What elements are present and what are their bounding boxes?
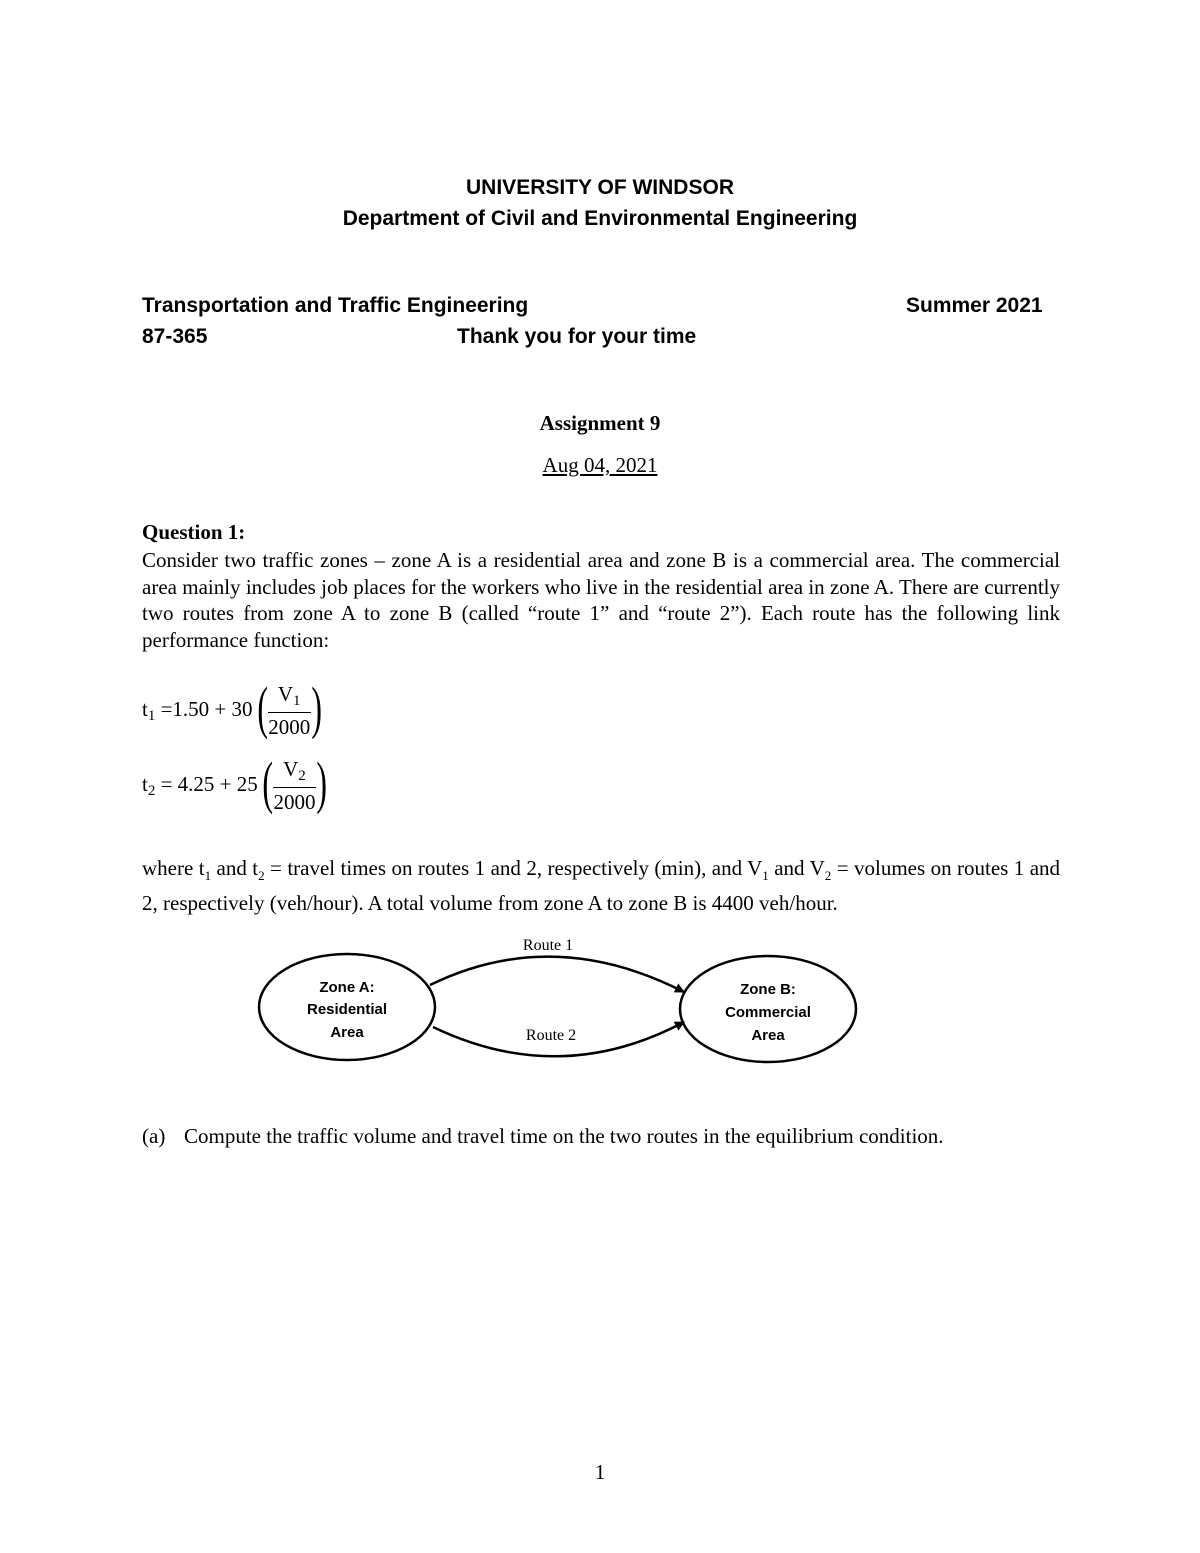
route-2-label: Route 2 [525, 1027, 577, 1044]
where-sub-2: 2 [258, 868, 265, 884]
term-label: Summer 2021 [906, 294, 1043, 317]
zone-a-label-3: Area [330, 1024, 364, 1041]
part-a-label: (a) [142, 1124, 166, 1148]
course-code: 87-365 [142, 325, 208, 348]
left-paren: ( [256, 675, 268, 740]
variable-definitions [142, 855, 1060, 916]
right-paren: ) [316, 750, 327, 815]
page-number: 1 [594, 1460, 606, 1484]
eq2-num-var: V [283, 757, 299, 781]
assignment-date: Aug 04, 2021 [542, 453, 658, 477]
zone-a-label-2: Residential [306, 1001, 388, 1018]
department-title: Department of Civil and Environmental Engineering [342, 207, 858, 230]
eq1-rhs: =1.50 + 30 [155, 697, 253, 721]
route-1-arrow [430, 957, 684, 992]
where-sub-4: 2 [824, 868, 832, 884]
zone-b-label-3: Area [751, 1027, 785, 1044]
university-title: UNIVERSITY OF WINDSOR [466, 176, 734, 199]
where-text-2: and t [211, 856, 259, 880]
eq2-lhs-sub: 2 [147, 783, 156, 799]
thanks-note: Thank you for your time [457, 325, 697, 348]
route-diagram [250, 925, 870, 1075]
eq1-fraction [268, 682, 311, 740]
equation-route-2 [142, 750, 331, 815]
where-sub-3: 1 [762, 868, 769, 884]
eq1-lhs-sub: 1 [147, 708, 156, 724]
eq2-lhs-var: t [142, 772, 148, 796]
eq1-num-var: V [277, 682, 294, 706]
where-text-5: = volumes on routes 1 and 2, respectively (veh/hour). A total volume from zone A to zone B is 4400 veh/hour. [142, 856, 1061, 915]
eq1-num-sub: 1 [293, 693, 301, 709]
part-a-text: Compute the traffic volume and travel time on the two routes in the equilibrium condition. [184, 1124, 944, 1148]
assignment-title: Assignment 9 [539, 411, 661, 435]
where-text-3: = travel times on routes 1 and 2, respectively (min), and V [264, 856, 763, 880]
right-paren: ) [310, 675, 322, 740]
question-body: Consider two traffic zones – zone A is a residential area and zone B is a commercial area. The commercial area mainly includes job places for the workers who live in the residential area in zone A. There are currently two routes from zone A to zone B (called “route 1” and “route 2”). Each route has the following link performance function: [142, 548, 1060, 652]
zone-b-label-2: Commercial [725, 1004, 811, 1021]
question-heading: Question 1: [142, 520, 246, 544]
eq1-den: 2000 [268, 715, 311, 739]
eq2-rhs: = 4.25 + 25 [155, 772, 258, 796]
zone-a-label-1: Zone A: [319, 979, 375, 996]
route-1-label: Route 1 [522, 937, 574, 954]
course-name: Transportation and Traffic Engineering [142, 294, 529, 317]
eq2-fraction [273, 757, 316, 815]
eq2-den: 2000 [273, 790, 316, 814]
left-paren: ( [262, 750, 273, 815]
where-text-4: and V [768, 856, 825, 880]
zone-b-label-1: Zone B: [740, 981, 796, 998]
eq2-num-sub: 2 [298, 768, 306, 784]
eq1-lhs-var: t [142, 697, 148, 721]
part-a [142, 1124, 944, 1149]
where-sub-1: 1 [204, 868, 212, 884]
where-text-1: where t [142, 856, 205, 880]
equation-route-1 [142, 675, 326, 740]
